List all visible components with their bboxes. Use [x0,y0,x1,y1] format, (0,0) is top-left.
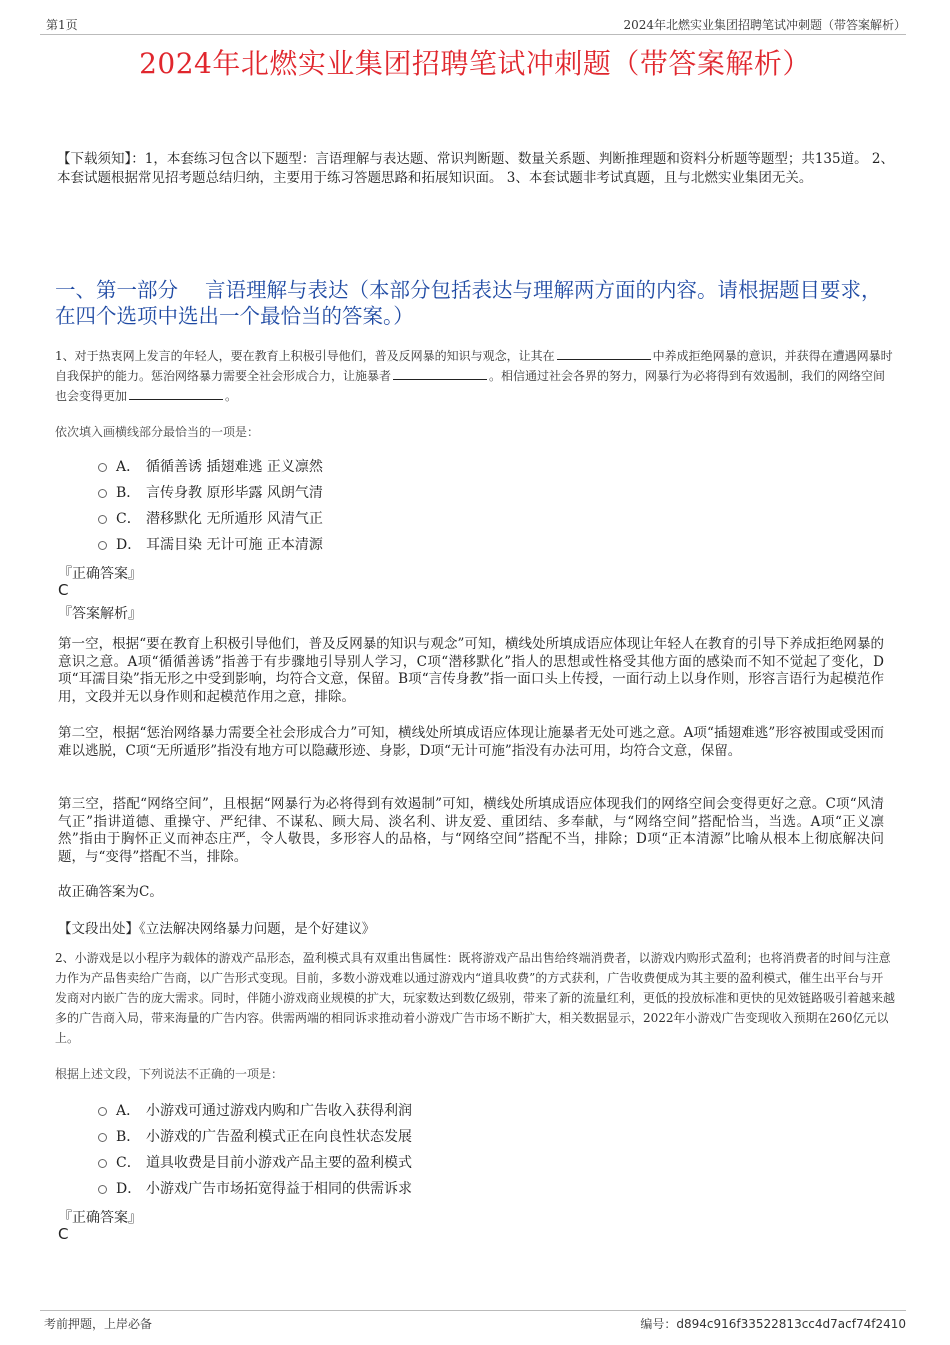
analysis-paragraph-2: 第二空，根据“惩治网络暴力需要全社会形成合力”可知，横线处所填成语应体现让施暴者无处可逃之意。A项“插翅难逃”形容被围或受困而难以逃脱，C项“无所遁形”指没有地方可以隐藏形迹、身影，D项“无计可施”指没有办法可用，均符合文意，保留。 [58,725,884,759]
question-1-stem [55,346,895,406]
radio-icon[interactable] [98,1133,107,1142]
option-c[interactable]: C． 道具收费是目前小游戏产品主要的盈利模式 [98,1149,798,1175]
option-a[interactable]: A． 小游戏可通过游戏内购和广告收入获得利润 [98,1097,798,1123]
radio-icon[interactable] [98,541,107,550]
radio-icon[interactable] [98,1107,107,1116]
analysis-conclusion: 故正确答案为C。 [58,884,163,900]
stem-part-a: 1、对于热衷网上发言的年轻人，要在教育上积极引导他们，普及反网暴的知识与观念，让其在 [55,349,555,363]
analysis-paragraph-3: 第三空，搭配“网络空间”，且根据“网暴行为必将得到有效遏制”可知，横线处所填成语应体现我们的网络空间会变得更好之意。C项“风清气正”指讲道德、重操守、严纪律、不谋私、顾大局、淡名利、讲友爱、重团结、多奉献，与“网络空间”搭配恰当，当选。A项“正义凛然”指由于胸怀正义而神态庄严，令人敬畏，多形容人的品格，与“网络空间”搭配不当，排除；D项“正本清源”比喻从根本上彻底解决问题，与“变得”搭配不当，排除。 [58,796,884,865]
radio-icon[interactable] [98,515,107,524]
question-2-options [98,1097,798,1201]
option-d[interactable]: D． 耳濡目染 无计可施 正本清源 [98,531,798,557]
answer-blank-1 [557,347,651,360]
correct-answer: C [58,581,69,599]
page-header [40,14,906,35]
passage-source: 【文段出处】《立法解决网络暴力问题，是个好建议》 [58,921,376,937]
section-heading: 一、第一部分 言语理解与表达（本部分包括表达与理解两方面的内容。请根据题目要求，在四个选项中选出一个最恰当的答案。） [55,278,882,328]
correct-answer-label: 『正确答案』 [58,566,142,582]
stem-part-b: 中养成拒绝网暴的意识，并获得在遭遇网暴时自我保护的能力。惩治网络暴力需要全社会形成合力，让施暴者 [55,349,893,383]
correct-answer-label: 『正确答案』 [58,1210,142,1226]
answer-blank-3 [129,387,223,400]
document-title: 2024年北燃实业集团招聘笔试冲刺题（带答案解析） [139,47,811,80]
answer-blank-2 [393,367,487,380]
option-c[interactable]: C． 潜移默化 无所遁形 风清气正 [98,505,798,531]
question-2-stem: 2、小游戏是以小程序为载体的游戏产品形态，盈利模式具有双重出售属性：既将游戏产品出售给终端消费者，以游戏内购形式盈利；也将消费者的时间与注意力作为产品售卖给广告商，以广告形式变现。目前，多数小游戏难以通过游戏内“道具收费”的方式获利，广告收费便成为其主要的盈利模式，催生出平台与开发商对内嵌广告的庞大需求。同时，伴随小游戏商业规模的扩大，玩家数达到数亿级别，带来了新的流量红利，更低的投放标准和更快的见效链路吸引着越来越多的广告商入局，带来海量的广告内容。供需两端的相同诉求推动着小游戏广告市场不断扩大，相关数据显示，2022年小游戏广告变现收入预期在260亿元以上。 [55,951,896,1045]
option-b[interactable]: B． 小游戏的广告盈利模式正在向良性状态发展 [98,1123,798,1149]
analysis-label: 『答案解析』 [58,606,142,622]
question-2-prompt: 根据上述文段，下列说法不正确的一项是： [55,1067,284,1081]
radio-icon[interactable] [98,1159,107,1168]
radio-icon[interactable] [98,489,107,498]
stem-part-c: 。相信通过社会各界的努力，网暴行为必将得到有效遏制，我们的网络空间也会变得更加 [55,369,886,403]
analysis-paragraph-1: 第一空，根据“要在教育上积极引导他们，普及反网暴的知识与观念”可知，横线处所填成语应体现让年轻人在教育的引导下养成拒绝网暴的意识之意。A项“循循善诱”指善于有步骤地引导别人学习，C项“潜移默化”指人的思想或性格受其他方面的感染而不知不觉起了变化，D项“耳濡目染”指无形之中受到影响，均符合文意，保留。B项“言传身教”指一面口头上传授，一面行动上以身作则，形容言语行为起模范作用，文段并无以身作则和起模范作用之意，排除。 [58,636,884,705]
download-notice: 【下载须知】：1，本套练习包含以下题型：言语理解与表达题、常识判断题、数量关系题、判断推理题和资料分析题等题型；共135道。 2、本套试题根据常见招考题总结归纳，主要用于练习答题思路和拓展知识面。 3、本套试题非考试真题，且与北燃实业集团无关。 [57,151,894,186]
option-d[interactable]: D． 小游戏广告市场拓宽得益于相同的供需诉求 [98,1175,798,1201]
page-number: 第1页 [46,18,78,32]
radio-icon[interactable] [98,1185,107,1194]
stem-part-d: 。 [225,389,238,403]
footer-slogan: 考前押题，上岸必备 [44,1317,153,1331]
question-1-prompt: 依次填入画横线部分最恰当的一项是： [55,425,260,439]
question-1-options [98,453,798,557]
option-b[interactable]: B． 言传身教 原形毕露 风朗气清 [98,479,798,505]
option-a[interactable]: A． 循循善诱 插翅难逃 正义凛然 [98,453,798,479]
page-footer [40,1310,906,1335]
correct-answer: C [58,1225,69,1243]
header-doc-name: 2024年北燃实业集团招聘笔试冲刺题（带答案解析） [623,18,906,32]
radio-icon[interactable] [98,463,107,472]
footer-code: 编号：d894c916f33522813cc4d7acf74f2410 [640,1317,906,1331]
